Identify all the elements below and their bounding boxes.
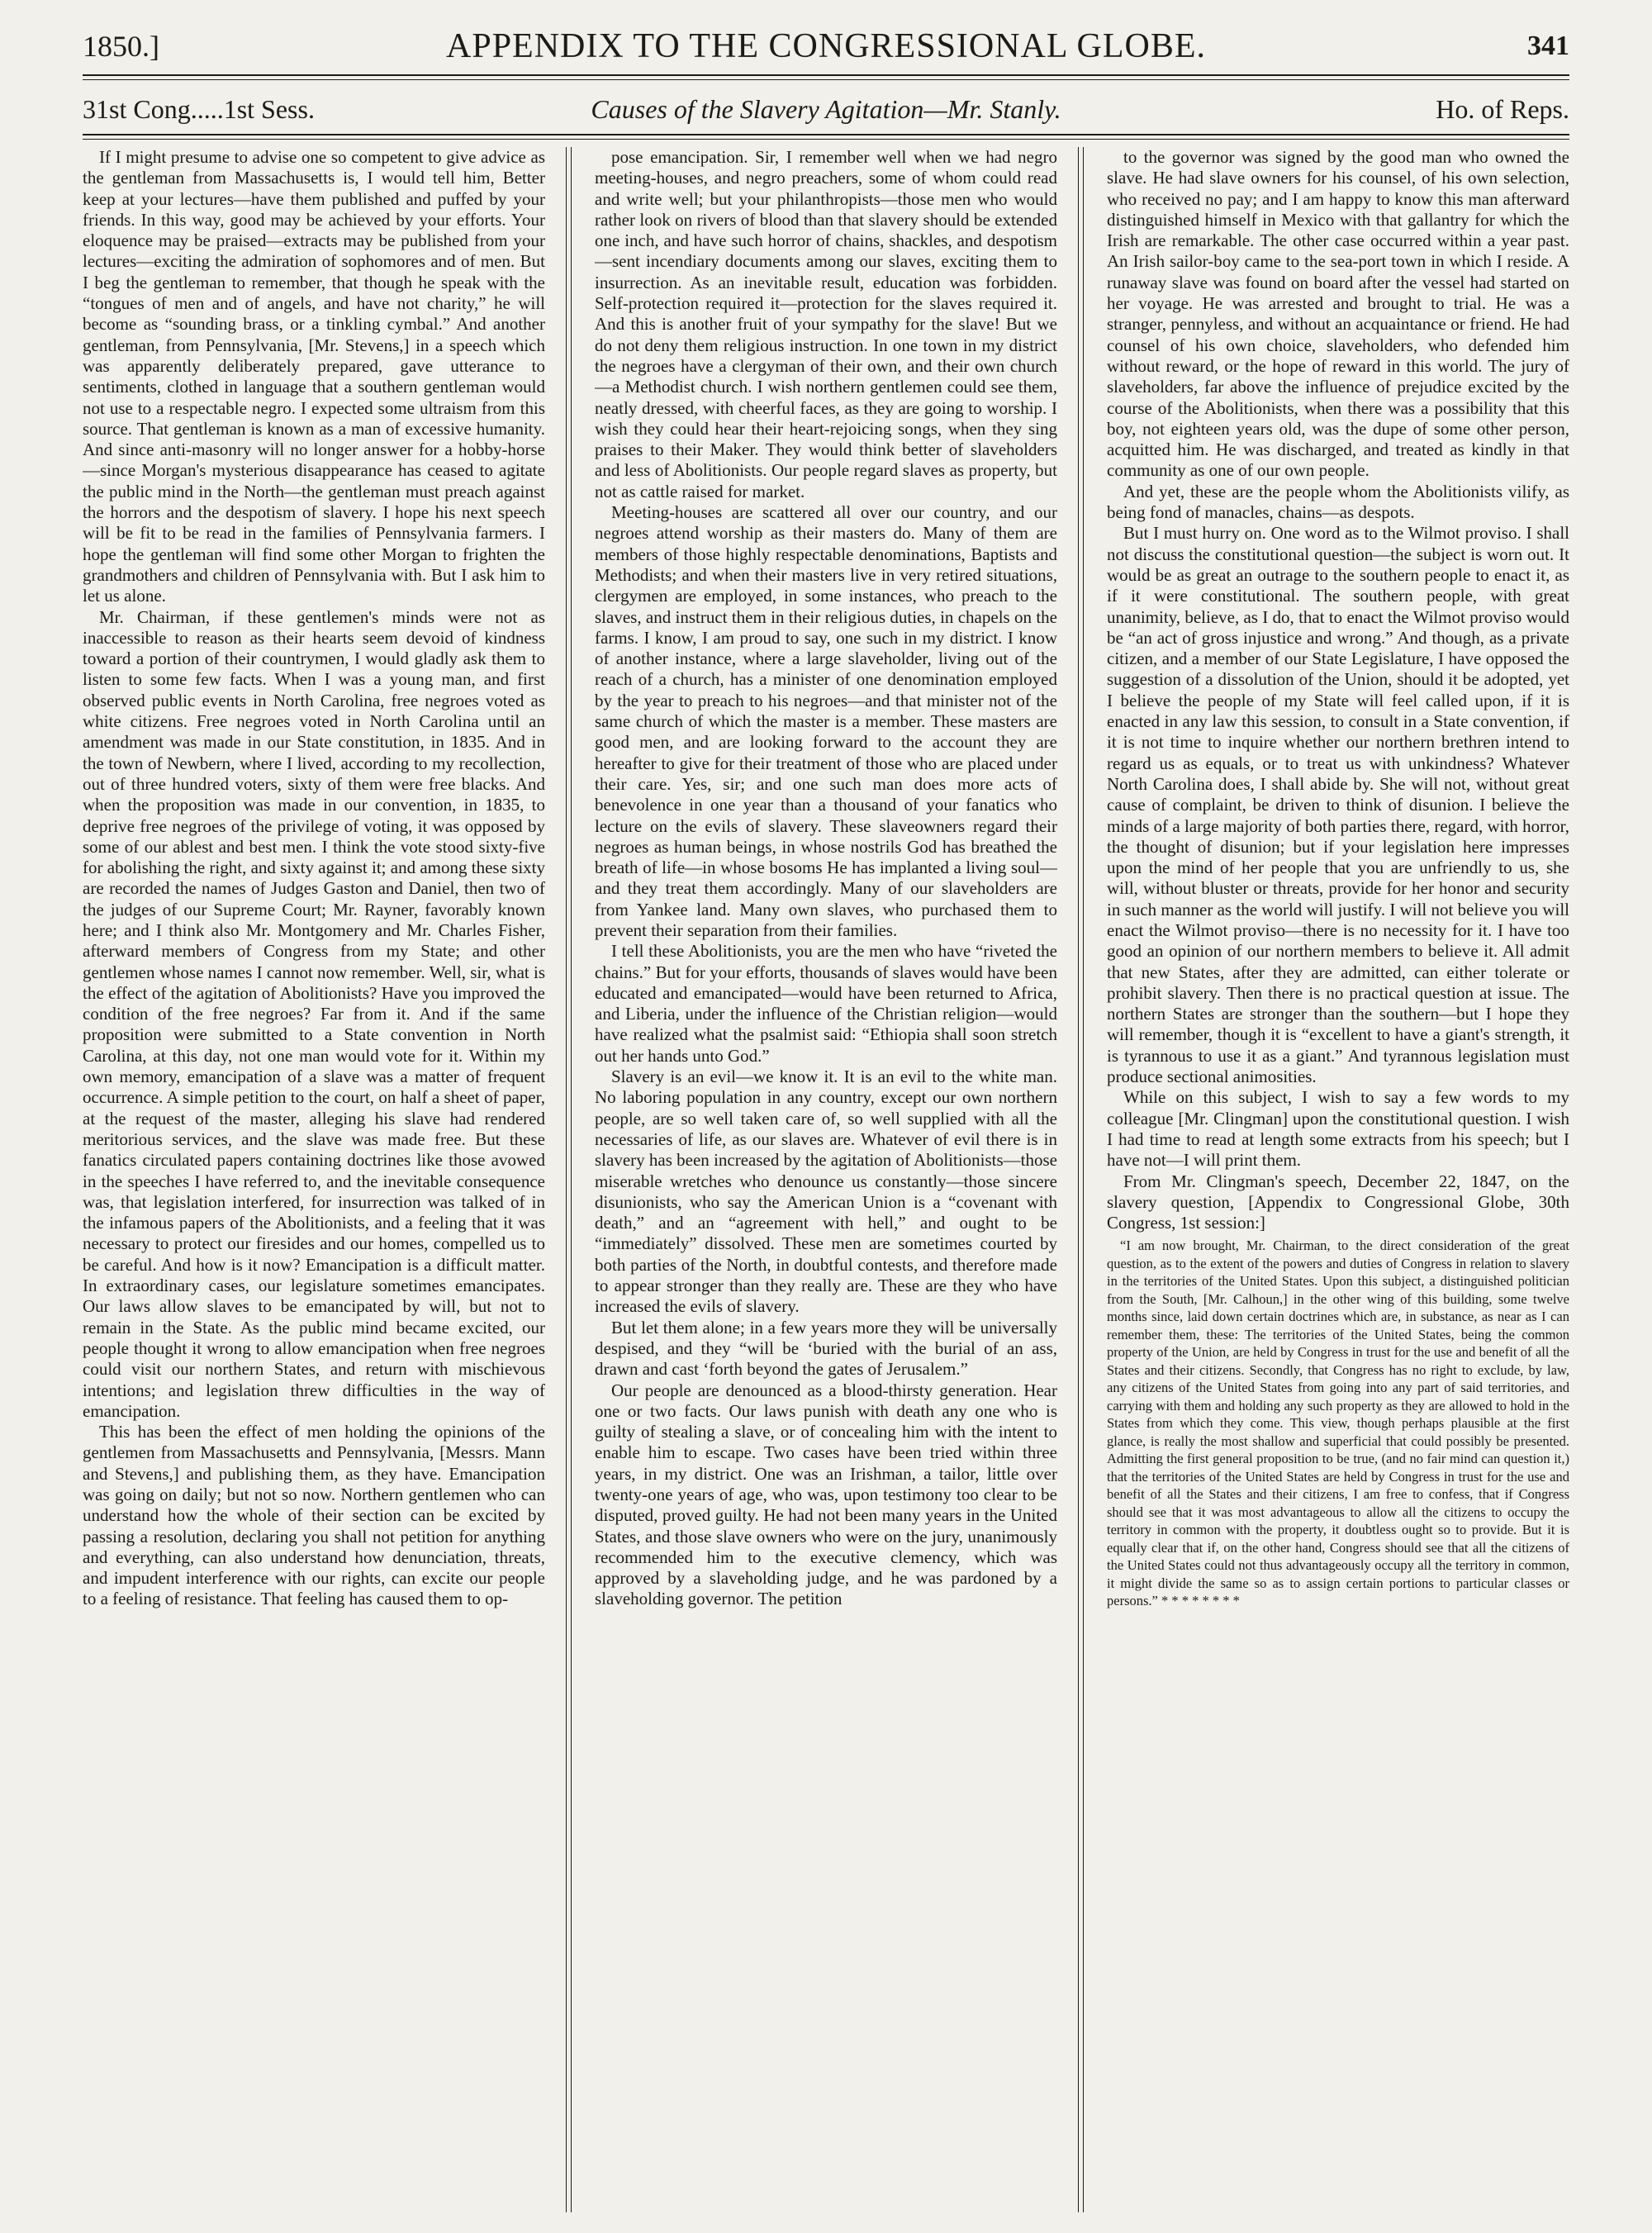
masthead-title: APPENDIX TO THE CONGRESSIONAL GLOBE.	[446, 27, 1206, 65]
paragraph: While on this subject, I wish to say a few words to my colleague [Mr. Clingman] upon the constitutional question. I wish I had time to read at length some extracts from his speech; but I have not—I will print them.	[1107, 1087, 1569, 1171]
paragraph: But I must hurry on. One word as to the Wilmot proviso. I shall not discuss the constitutional question—the subject is worn out. It would be as great an outrage to the southern people to enact it, as if it were constitutional. The southern people, with great unanimity, believe, as I do, that to enact the Wilmot proviso would be “an act of gross injustice and wrong.” And though, as a private citizen, and a member of our State Legislature, I have opposed the suggestion of a dissolution of the Union, should it be adopted, yet I believe the people of my State will feel called upon, if it is enacted in any law this session, to consult in a State convention, if it is not time to inquire whether our northern brethren intend to regard us as equals, or to treat us with unkindness? Whatever North Carolina does, I shall abide by. She will not, without great cause of complaint, be driven to think of disunion. I believe the minds of a large majority of both parties there, regard, with horror, the thought of disunion; but if your legislation here impresses upon the mind of her people that you are unfriendly to us, she will, without bluster or threats, provide for her honor and security in such manner as the world will justify. I will not believe you will enact the Wilmot proviso—there is no necessity for it. I have too good an opinion of our northern members to believe it. All admit that new States, after they are admitted, can either tolerate or prohibit slavery. Then there is no practical question at issue. The northern States are stronger than the southern—but I hope they will remember, though it is “excellent to have a giant's strength, it is tyrannous to use it as a giant.” And tyrannous legislation must produce sectional animosities.	[1107, 523, 1569, 1087]
paragraph: But let them alone; in a few years more they will be universally despised, and they “will be ‘buried with the burial of an ass, drawn and cast ‘forth beyond the gates of Jerusalem.”	[595, 1317, 1057, 1380]
running-header	[83, 89, 1569, 129]
masthead-rule	[83, 74, 1569, 80]
column-3	[1107, 147, 1569, 2212]
paragraph: pose emancipation. Sir, I remember well when we had negro meeting-houses, and negro preachers, some of whom could read and write well; but your philanthropists—those men who would rather look on rivers of blood than that slavery should be extended one inch, and have such horror of chains, shackles, and despotism—sent incendiary documents among our slaves, exciting them to insurrection. As an inevitable result, education was forbidden. Self-protection required it—protection for the slaves required it. And this is another fruit of your sympathy for the slave! But we do not deny them religious instruction. In one town in my district the negroes have a clergyman of their own, and their own church—a Methodist church. I wish northern gentlemen could see them, neatly dressed, with cheerful faces, as they are going to worship. I wish they could hear their heart-rejoicing songs, when they sing praises to their Maker. They would think better of slaveholders and less of Abolitionists. Our people regard slaves as property, but not as cattle raised for market.	[595, 147, 1057, 501]
page-number: 341	[1527, 31, 1569, 61]
paragraph: I tell these Abolitionists, you are the men who have “riveted the chains.” But for your efforts, thousands of slaves would have been educated and emancipated—would have been returned to Africa, and Liberia, under the influence of the Christian religion—would have realized what the psalmist said: “Ethiopia shall soon stretch out her hands unto God.”	[595, 941, 1057, 1066]
quoted-extract: “I am now brought, Mr. Chairman, to the direct consideration of the great question, as to the extent of the powers and duties of Congress in relation to slavery in the territories of the United States. Upon this subject, a distinguished politician from the South, [Mr. Calhoun,] in the other wing of this building, some twelve months since, laid down certain doctrines which are, in substance, as near as I can remember them, these: The territories of the United States, being the common property of the Union, are held by Congress in trust for the use and benefit of all the States and their citizens. Secondly, that Congress has no right to exclude, by law, any citizens of the United States from going into any part of said territories, and carrying with them and holding any such property as they are allowed to hold in the States from which they come. This view, though perhaps plausible at the first glance, is really the most shallow and superficial that could possibly be presented. Admitting the first general proposition to be true, (and no fair mind can question it,) that the territories of the United States are held by Congress in trust for the use and benefit of all the States and their citizens, I am free to confess, that if Congress should see that it was most advantageous to allow all the citizens to occupy the territory in common with the property, it doubtless ought so to provide. But it is equally clear that if, on the other hand, Congress should see that all the citizens of the United States could not thus advantageously occupy all the territory in common, it might divide the same so as to assign certain portions to particular classes or persons.” * * * * * * * *	[1107, 1238, 1569, 1609]
paragraph: Mr. Chairman, if these gentlemen's minds were not as inaccessible to reason as their hearts seem devoid of kindness toward a portion of their countrymen, I would gladly ask them to listen to some few facts. When I was a young man, and first observed public events in North Carolina, free negroes voted as white citizens. Free negroes voted in North Carolina until an amendment was made in our State constitution, in 1835. And in the town of Newbern, where I lived, according to my recollection, out of three hundred voters, sixty of them were free blacks. And when the proposition was made in our convention, in 1835, to deprive free negroes of the privilege of voting, it was opposed by some of our ablest and best men. I think the vote stood sixty-five for abolishing the right, and sixty against it; and among these sixty are recorded the names of Judges Gaston and Daniel, then two of the judges of our Supreme Court; Mr. Rayner, favorably known here; and I think also Mr. Montgomery and Mr. Charles Fisher, afterward members of Congress from my State; and other gentlemen whose names I cannot now remember. Well, sir, what is the effect of the agitation of Abolitionists? Have you improved the condition of the free negroes? Far from it. And if the same proposition were submitted to a State convention in North Carolina, at this day, not one man would vote for it. Within my own memory, emancipation of a slave was a matter of frequent occurrence. A simple petition to the court, on half a sheet of paper, at the request of the master, alleging his slave had rendered meritorious services, and the slave was made free. But these fanatics circulated papers containing doctrines like those avowed in the speeches I have referred to, and the inevitable consequence was, that legislation interfered, for insurrection was talked of in the infamous papers of the Abolitionists, and a feeling that it was necessary to protect our firesides and our homes, compelled us to be careful. And how is it now? Emancipation is a difficult matter. In extraordinary cases, our legislature sometimes emancipates. Our laws allow slaves to be emancipated by will, but not to remain in the State. As the public mind became excited, our people thought it wrong to allow emancipation when free negroes could visit our northern States, and return with mischievous intentions; and legislation threw difficulties in the way of emancipation.	[83, 606, 545, 1421]
paragraph: Our people are denounced as a blood-thirsty generation. Hear one or two facts. Our laws punish with death any one who is guilty of stealing a slave, or of concealing him with the intent to enable him to escape. Two cases have been tried within three years, in my district. One was an Irishman, a tailor, little over twenty-one years of age, who was, upon testimony too clear to be disputed, proved guilty. He had not been many years in the United States, and those slave owners who were on the jury, unanimously recommended him to the executive clemency, which was approved by a slaveholding judge, and he was pardoned by a slaveholding governor. The petition	[595, 1380, 1057, 1609]
masthead-year: 1850.]	[83, 30, 159, 63]
masthead	[83, 23, 1569, 69]
paragraph: Meeting-houses are scattered all over our country, and our negroes attend worship as their masters do. Many of them are members of those highly respectable denominations, Baptists and Methodists; and when their masters live in very retired situations, clergymen are employed, in some instances, who preach to the slaves, and instruct them in their religious duties, in chapels on the farms. I know, I am proud to say, one such in my district. I know of another instance, where a large slaveholder, living out of the reach of a church, has a minister of one denomination employed by the year to preach to his negroes—and that minister not of the same church of which the master is a member. These masters are good men, and are looking forward to the account they are hereafter to give for their treatment of those who are placed under their care. Yes, sir; and one such man does more acts of benevolence in one year than a thousand of your fanatics who lecture on the evils of slavery. These slaveowners regard their negroes as human beings, in whose nostrils God has breathed the breath of life—in whose bosoms He has implanted a living soul—and they treat them accordingly. Many of our slaveholders are from Yankee land. Many own slaves, who purchased them to prevent their separation from their families.	[595, 502, 1057, 940]
paragraph: From Mr. Clingman's speech, December 22, 1847, on the slavery question, [Appendix to Congressional Globe, 30th Congress, 1st session:]	[1107, 1171, 1569, 1233]
column-1	[83, 147, 545, 2212]
house-label: Ho. of Reps.	[1436, 93, 1569, 124]
session-label: 31st Cong.....1st Sess.	[83, 93, 315, 124]
column-2	[595, 147, 1057, 2212]
column-divider	[1078, 147, 1084, 2212]
column-divider	[566, 147, 572, 2212]
paragraph: And yet, these are the people whom the Abolitionists vilify, as being fond of manacles, chains—as despots.	[1107, 481, 1569, 523]
text-columns	[83, 147, 1569, 2212]
paragraph: to the governor was signed by the good man who owned the slave. He had slave owners for his counsel, of his own selection, who received no pay; and I am happy to know this man afterward distinguished himself in Mexico with that gallantry for which the Irish are remarkable. The other case occurred within a year past. An Irish sailor-boy came to the sea-port town in which I reside. A runaway slave was found on board after the vessel had started on her voyage. He was arrested and brought to trial. He was a stranger, pennyless, and without an acquaintance or friend. He had counsel of his own choice, slaveholders, who defended him without reward, or the hope of reward in this world. The jury of slaveholders, far above the influence of prejudice excited by the course of the Abolitionists, when there was a possibility that this boy, not eighteen years old, was the dupe of some other person, acquitted him. He was discharged, and treated as kindly in that community as one of our own people.	[1107, 147, 1569, 481]
speech-topic: Causes of the Slavery Agitation—Mr. Stanly.	[591, 93, 1061, 124]
paragraph: If I might presume to advise one so competent to give advice as the gentleman from Massachusetts is, I would tell him, Better keep at your lectures—have them published and puffed by your friends. In this way, good may be achieved by your efforts. Your eloquence may be praised—extracts may be published from your lectures—exciting the admiration of sophomores and of men. But I beg the gentleman to remember, that though he speak with the “tongues of men and of angels, and have not charity,” he will become as “sounding brass, or a tinkling cymbal.” And another gentleman, from Pennsylvania, [Mr. Stevens,] in a speech which was apparently deliberately prepared, gave utterance to sentiments, clothed in language that a southern gentleman would not use to a respectable negro. I expected some ultraism from this source. That gentleman is known as a man of excessive humanity. And since anti-masonry will no longer answer for a hobby-horse—since Morgan's mysterious disappearance has ceased to agitate the public mind in the North—the gentleman must preach against the horrors and the despotism of slavery. I hope his next speech will be fit to be read in the families of Pennsylvania farmers. I hope the gentleman will find some other Morgan to frighten the grandmothers and children of Pennsylvania with. But I ask him to let us alone.	[83, 147, 545, 606]
paragraph: This has been the effect of men holding the opinions of the gentlemen from Massachusetts and Pennsylvania, [Messrs. Mann and Stevens,] and publishing them, as they have. Emancipation was going on daily; but not so now. Northern gentlemen who can understand how the whole of their section can be excited by passing a resolution, declaring you shall not petition for anything and everything, can also understand how denunciation, threats, and impudent interference with our rights, can excite our people to a feeling of resistance. That feeling has caused them to op-	[83, 1422, 545, 1609]
paragraph: Slavery is an evil—we know it. It is an evil to the white man. No laboring population in any country, except our own northern people, are so well taken care of, so well supplied with all the necessaries of life, as our slaves are. Whatever of evil there is in slavery has been increased by the agitation of Abolitionists—those miserable wretches who denounce us constantly—those sincere disunionists, who say the American Union is a “covenant with death,” and an “agreement with hell,” and ought to be “immediately” dissolved. These men are sometimes courted by both parties of the North, in doubtful contests, and therefore made to appear stronger than they really are. These are they who have increased the evils of slavery.	[595, 1067, 1057, 1317]
header-rule	[83, 134, 1569, 140]
